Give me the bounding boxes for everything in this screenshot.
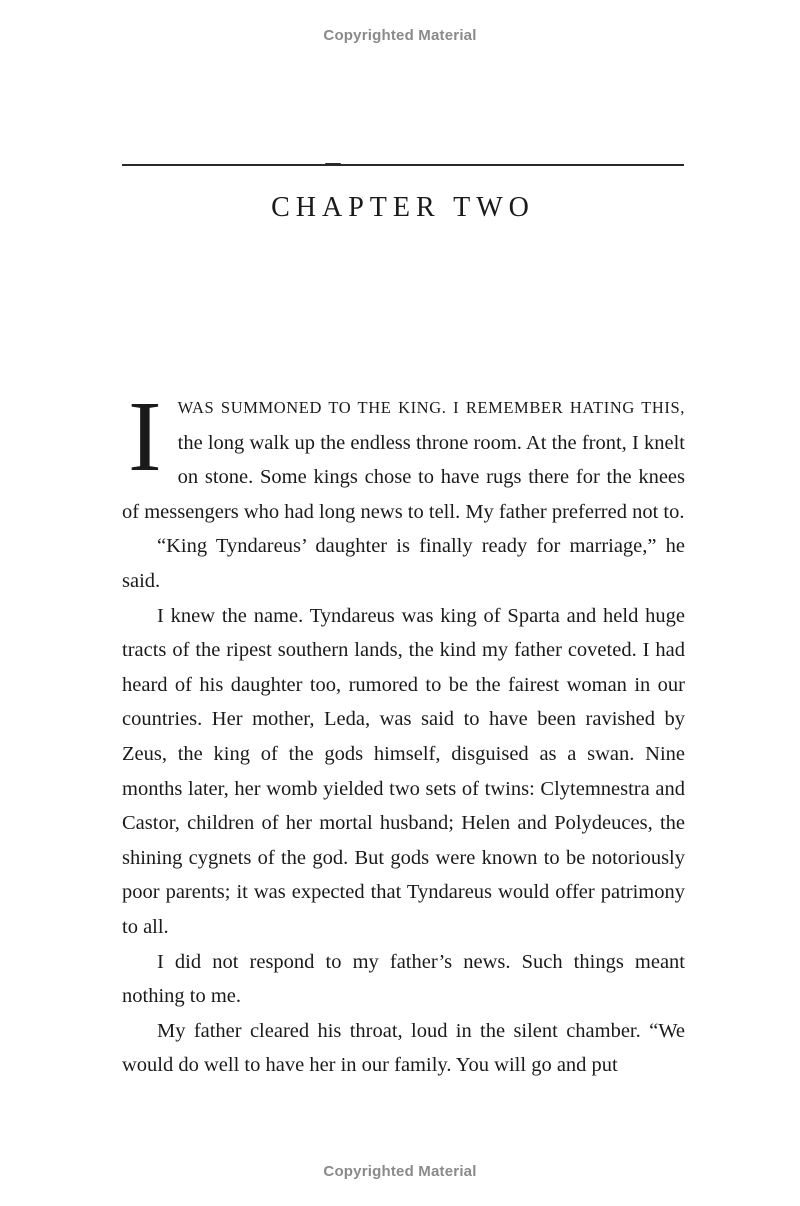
- drop-cap: I: [128, 380, 162, 492]
- header-copyright-notice: Copyrighted Material: [323, 27, 477, 44]
- chapter-title: CHAPTER TWO: [271, 192, 535, 223]
- footer-copyright-notice: Copyrighted Material: [323, 1163, 477, 1180]
- chapter-body-text: [122, 380, 685, 1083]
- paragraph: I did not respond to my father’s news. Such things meant nothing to me.: [122, 950, 685, 1008]
- rule-ornament: [325, 163, 341, 166]
- paragraph-opening-rest: the long walk up the endless throne room. At the front, I knelt on stone. Some kings chose to have rugs there for the knees of messengers who had long news to tell. My father preferred not to.: [122, 431, 685, 523]
- paragraph: I knew the name. Tyndareus was king of Sparta and held huge tracts of the ripest southern lands, the kind my father coveted. I had heard of his daughter too, rumored to be the fairest woman in our countries. Her mother, Leda, was said to have been ravished by Zeus, the king of the gods himself, disguised as a swan. Nine months later, her womb yielded two sets of twins: Clytemnestra and Castor, children of her mortal husband; Helen and Polydeuces, the shining cygnets of the god. But gods were known to be notoriously poor parents; it was expected that Tyndareus would offer patrimony to all.: [122, 604, 685, 938]
- chapter-rule: [122, 164, 684, 166]
- paragraph: “King Tyndareus’ daughter is finally ready for marriage,” he said.: [122, 535, 685, 592]
- opening-smallcaps: WAS SUMMONED TO THE KING. I REMEMBER HATING THIS,: [177, 398, 685, 417]
- paragraph-opening: [122, 380, 685, 529]
- paragraph: My father cleared his throat, loud in the silent chamber. “We would do well to have her in our family. You will go and put: [122, 1019, 685, 1077]
